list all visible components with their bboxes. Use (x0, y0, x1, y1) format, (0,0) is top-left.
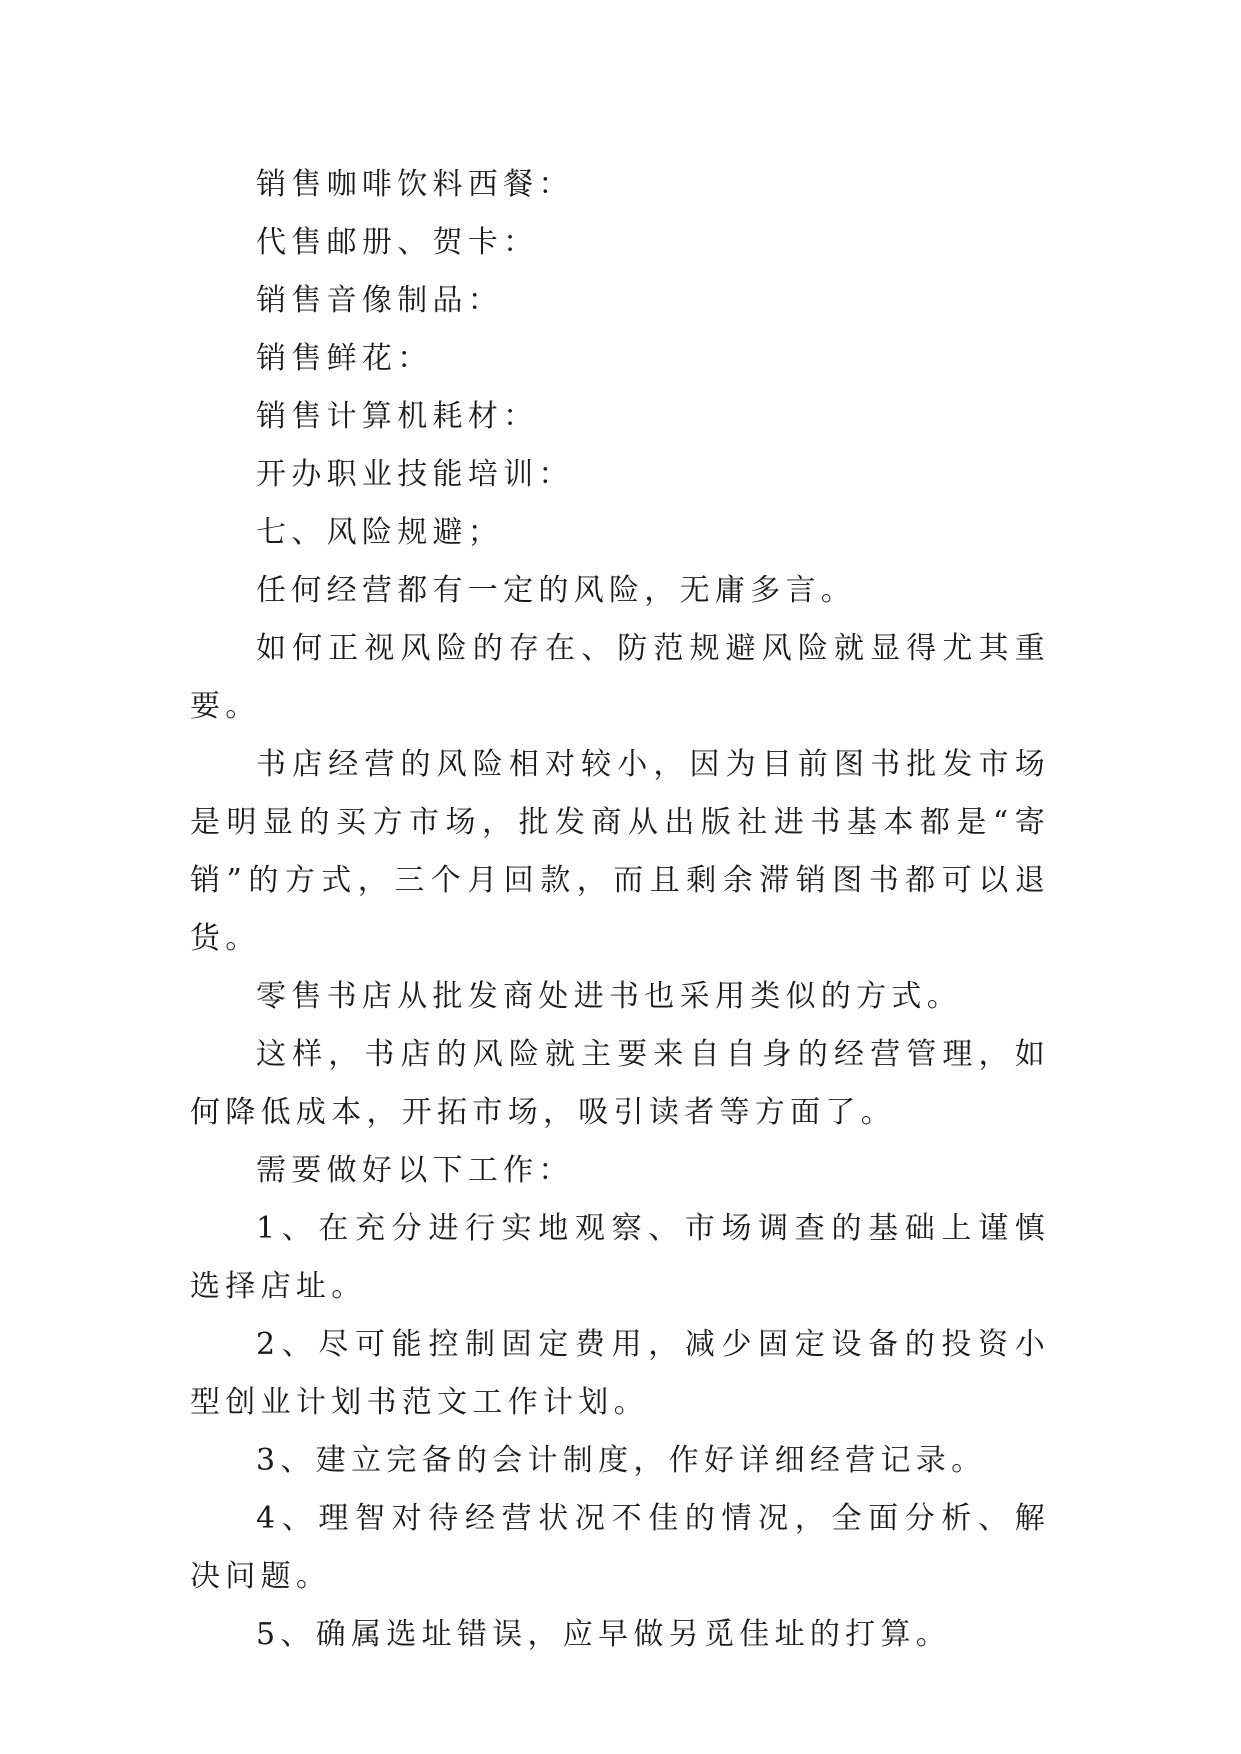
paragraph: 销售鲜花： (256, 341, 433, 376)
paragraph: 销售咖啡饮料西餐： (256, 167, 574, 202)
paragraph: 书店经营的风险相对较小，因为目前图书批发市场是明显的买方市场，批发商从出版社进书基本都是“寄销”的方式，三个月回款，而且剩余滞销图书都可以退货。 (190, 747, 1050, 956)
list-item: 1、在充分进行实地观察、市场调查的基础上谨慎选择店址。 (190, 1211, 1050, 1304)
paragraph: 零售书店从批发商处进书也采用类似的方式。 (256, 979, 962, 1014)
paragraph: 开办职业技能培训： (256, 457, 574, 492)
list-item: 5、确属选址错误，应早做另觅佳址的打算。 (256, 1617, 952, 1652)
paragraph: 销售音像制品： (256, 283, 504, 318)
list-item: 3、建立完备的会计制度，作好详细经营记录。 (256, 1443, 987, 1478)
document-body (190, 156, 1050, 1664)
paragraph: 代售邮册、贺卡： (256, 225, 539, 260)
paragraph: 销售计算机耗材： (256, 399, 539, 434)
paragraph: 如何正视风险的存在、防范规避风险就显得尤其重要。 (190, 631, 1050, 724)
list-item: 4、理智对待经营状况不佳的情况，全面分析、解决问题。 (190, 1501, 1050, 1594)
paragraph: 任何经营都有一定的风险，无庸多言。 (256, 573, 857, 608)
list-item: 2、尽可能控制固定费用，减少固定设备的投资小型创业计划书范文工作计划。 (190, 1327, 1050, 1420)
paragraph: 这样，书店的风险就主要来自自身的经营管理，如何降低成本，开拓市场，吸引读者等方面了。 (190, 1037, 1050, 1130)
paragraph: 需要做好以下工作： (256, 1153, 574, 1188)
section-heading: 七、风险规避； (256, 515, 504, 550)
